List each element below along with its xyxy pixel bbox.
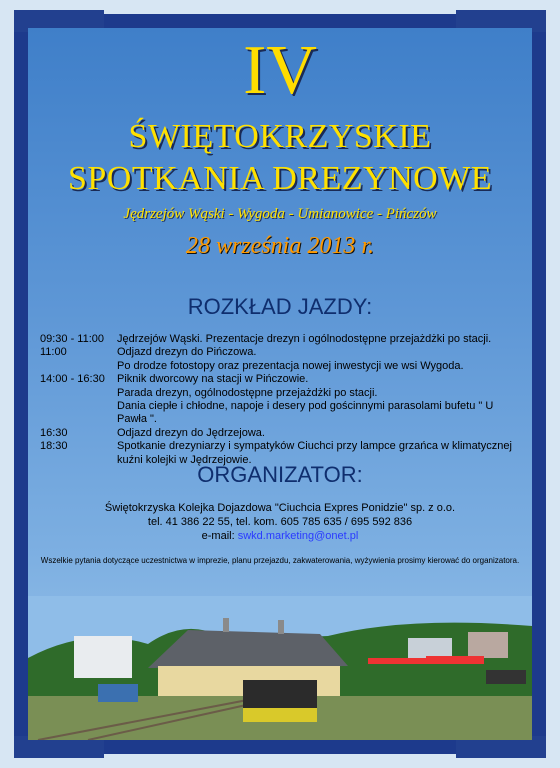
schedule-text: Jędrzejów Wąski. Prezentacje drezyn i ogólnodostępne przejażdżki po stacji. [117, 333, 492, 345]
inquiry-note: Wszelkie pytania dotyczące uczestnictwa w imprezie, planu przejazdu, zakwaterowania, wyżywienia prosimy kierować do organizatora. [40, 556, 520, 565]
schedule-time: 09:30 - 11:00 [40, 333, 105, 345]
schedule-list [40, 333, 520, 467]
organizer-name: Świętokrzyska Kolejka Dojazdowa "Ciuchcia Expres Ponidzie" sp. z o.o. [104, 502, 456, 514]
station-photo [28, 596, 532, 740]
schedule-row [40, 346, 520, 359]
schedule-text: Po drodze fotostopy oraz prezentacja nowej inwestycji we wsi Wygoda. [117, 359, 464, 372]
schedule-row [40, 360, 520, 373]
schedule-row [40, 440, 520, 453]
schedule-time: 18:30 [40, 440, 68, 453]
schedule-text: Parada drezyn, ogólnodostępne przejażdżki po stacji. [117, 386, 378, 399]
schedule-row [40, 373, 520, 386]
title-line-2: SPOTKANIA DREZYNOWE [67, 160, 493, 197]
schedule-text: Odjazd drezyn do Pińczowa. [117, 346, 257, 359]
event-date: 28 września 2013 r. [185, 233, 375, 259]
organizer-block [28, 501, 532, 544]
schedule-text: Spotkanie drezyniarzy i sympatyków Ciuchci przy lampce grzańca w klimatycznej [117, 440, 512, 453]
schedule-text: Piknik dworcowy na stacji w Pińczowie. [117, 373, 309, 386]
organizer-heading: ORGANIZATOR: [197, 462, 363, 487]
schedule-text: Dania ciepłe i chłodne, napoje i desery pod gościnnymi parasolami bufetu " U Pawła ". [117, 400, 494, 426]
organizer-email-line [28, 529, 532, 543]
schedule-row [40, 400, 520, 427]
edition-numeral: IV [243, 32, 317, 109]
schedule-row [40, 427, 520, 440]
email-link[interactable]: swkd.marketing@onet.pl [237, 530, 359, 543]
schedule-time [40, 360, 117, 373]
title-line-1: ŚWIĘTOKRZYSKIE [128, 118, 432, 155]
organizer-phones: tel. 41 386 22 55, tel. kom. 605 785 635 / 695 592 836 [147, 516, 413, 529]
schedule-time: 11:00 [40, 346, 67, 359]
schedule-time [40, 400, 117, 427]
email-label: e-mail: [201, 530, 238, 543]
schedule-time [40, 387, 117, 400]
schedule-time: 16:30 [40, 426, 68, 439]
schedule-text: Odjazd drezyn do Jędrzejowa. [117, 426, 265, 439]
schedule-row [40, 333, 520, 346]
schedule-heading: ROZKŁAD JAZDY: [187, 294, 373, 319]
schedule-text: kuźni kolejki w Jędrzejowie. [117, 453, 252, 466]
route-line: Jędrzejów Wąski - Wygoda - Umianowice - Pińczów [123, 206, 437, 222]
schedule-time: 14:00 - 16:30 [40, 373, 105, 386]
poster [28, 28, 532, 740]
schedule-row [40, 387, 520, 400]
